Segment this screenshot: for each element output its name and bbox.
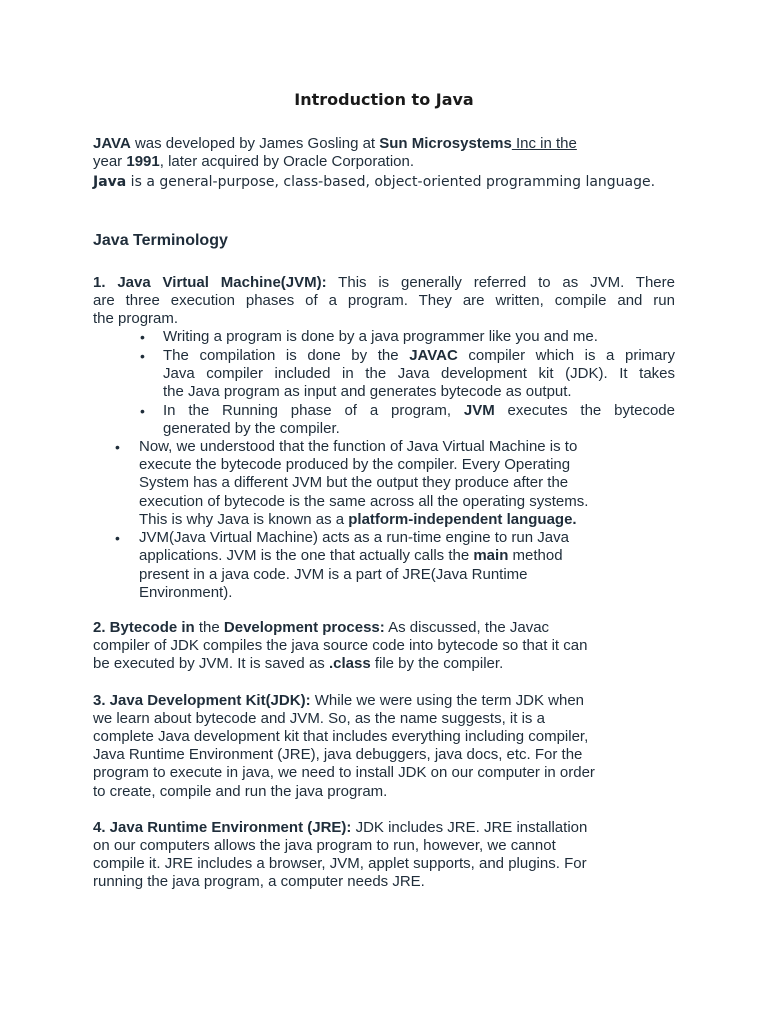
development-process: Development process: bbox=[223, 619, 385, 636]
jvm-text: This is generally referred to as JVM. There bbox=[326, 274, 675, 291]
jvm-point-1-line-2: execute the bytecode produced by the compiler. Every Operating bbox=[139, 456, 571, 473]
jvm-bullet-3-line-1 bbox=[163, 402, 675, 420]
jvm-text: executes the bytecode bbox=[494, 402, 675, 419]
jre-text: JDK includes JRE. JRE installation bbox=[351, 819, 588, 836]
jdk-line-3: complete Java development kit that includes everything including compiler, bbox=[93, 728, 589, 745]
jre-heading: 4. Java Runtime Environment (JRE): bbox=[93, 819, 352, 836]
bullet: • bbox=[140, 329, 145, 345]
javac-word: JAVAC bbox=[409, 347, 458, 364]
jvm-heading: 1. Java Virtual Machine(JVM): bbox=[93, 274, 327, 291]
intro-text: is a general-purpose, class-based, object-oriented programming language. bbox=[126, 174, 656, 190]
year-1991: 1991 bbox=[126, 153, 160, 170]
bytecode-text: the bbox=[194, 619, 224, 636]
jvm-text: method bbox=[508, 547, 563, 564]
bullet: • bbox=[140, 403, 145, 419]
jvm-text: In the Running phase of a program, bbox=[163, 402, 464, 419]
bytecode-line-2: compiler of JDK compiles the java source code into bytecode so that it can bbox=[93, 637, 588, 654]
jvm-point-1-line-4: execution of bytecode is the same across all the operating systems. bbox=[139, 493, 589, 510]
jvm-point-2-line-2 bbox=[139, 547, 675, 565]
jvm-point-1-line-5 bbox=[139, 511, 675, 529]
intro-text: Inc in the bbox=[511, 135, 577, 152]
jvm-bullet-2-line-3: the Java program as input and generates bytecode as output. bbox=[163, 383, 572, 400]
jvm-text: applications. JVM is the one that actually calls the bbox=[139, 547, 474, 564]
jvm-bullet-3-line-2: generated by the compiler. bbox=[163, 420, 340, 437]
intro-text: was developed by James Gosling at bbox=[130, 135, 380, 152]
jre-line-3: compile it. JRE includes a browser, JVM, applet supports, and plugins. For bbox=[93, 855, 587, 872]
intro-line-2 bbox=[93, 153, 675, 171]
jdk-line-2: we learn about bytecode and JVM. So, as the name suggests, it is a bbox=[93, 710, 545, 727]
bytecode-text: file by the compiler. bbox=[370, 655, 504, 672]
jdk-line-5: program to execute in java, we need to install JDK on our computer in order bbox=[93, 764, 595, 781]
intro-text: , later acquired by Oracle Corporation. bbox=[159, 153, 415, 170]
intro-line-1 bbox=[93, 135, 675, 153]
jdk-line-4: Java Runtime Environment (JRE), java debuggers, java docs, etc. For the bbox=[93, 746, 583, 763]
jvm-line-2: are three execution phases of a program. They are written, compile and run bbox=[93, 292, 675, 309]
bullet: • bbox=[115, 439, 120, 455]
platform-independent: platform-independent language. bbox=[348, 511, 577, 528]
jvm-line-1 bbox=[93, 274, 675, 292]
intro-text: year bbox=[93, 153, 127, 170]
bullet: • bbox=[115, 530, 120, 546]
jvm-text: The compilation is done by the bbox=[163, 347, 410, 364]
jre-line-2: on our computers allows the java program to run, however, we cannot bbox=[93, 837, 556, 854]
jvm-bullet-2-line-1 bbox=[163, 347, 675, 365]
java-word: JAVA bbox=[93, 135, 131, 152]
bytecode-text: As discussed, the Javac bbox=[384, 619, 550, 636]
jdk-line-6: to create, compile and run the java program. bbox=[93, 783, 388, 800]
jvm-point-2-line-1: JVM(Java Virtual Machine) acts as a run-time engine to run Java bbox=[139, 529, 569, 546]
jre-line-1 bbox=[93, 819, 675, 837]
bytecode-text: be executed by JVM. It is saved as bbox=[93, 655, 329, 672]
intro-line-3 bbox=[93, 173, 675, 191]
bullet: • bbox=[140, 348, 145, 364]
jvm-line-3: the program. bbox=[93, 310, 179, 327]
jvm-text: compiler which is a primary bbox=[457, 347, 675, 364]
jdk-line-1 bbox=[93, 692, 675, 710]
jvm-point-1-line-1: Now, we understood that the function of Java Virtual Machine is to bbox=[139, 438, 578, 455]
java-word: Java bbox=[93, 174, 127, 190]
jvm-bullet-2-line-2: Java compiler included in the Java development kit (JDK). It takes bbox=[163, 365, 675, 382]
bytecode-line-3 bbox=[93, 655, 675, 673]
jvm-point-2-line-4: Environment). bbox=[139, 584, 233, 601]
jvm-point-1-line-3: System has a different JVM but the output they produce after the bbox=[139, 474, 569, 491]
jvm-text: This is why Java is known as a bbox=[139, 511, 349, 528]
sun-microsystems: Sun Microsystems bbox=[379, 135, 512, 152]
jdk-text: While we were using the term JDK when bbox=[310, 692, 585, 709]
terminology-heading: Java Terminology bbox=[93, 232, 228, 249]
bytecode-line-1 bbox=[93, 619, 675, 637]
main-word: main bbox=[473, 547, 509, 564]
class-word: .class bbox=[328, 655, 371, 672]
jvm-bullet-1: Writing a program is done by a java programmer like you and me. bbox=[163, 328, 598, 345]
jdk-heading: 3. Java Development Kit(JDK): bbox=[93, 692, 311, 709]
jvm-word: JVM bbox=[463, 402, 495, 419]
document-title: Introduction to Java bbox=[294, 90, 474, 109]
bytecode-heading: 2. Bytecode in bbox=[93, 619, 195, 636]
jre-line-4: running the java program, a computer needs JRE. bbox=[93, 873, 425, 890]
jvm-point-2-line-3: present in a java code. JVM is a part of JRE(Java Runtime bbox=[139, 566, 528, 583]
